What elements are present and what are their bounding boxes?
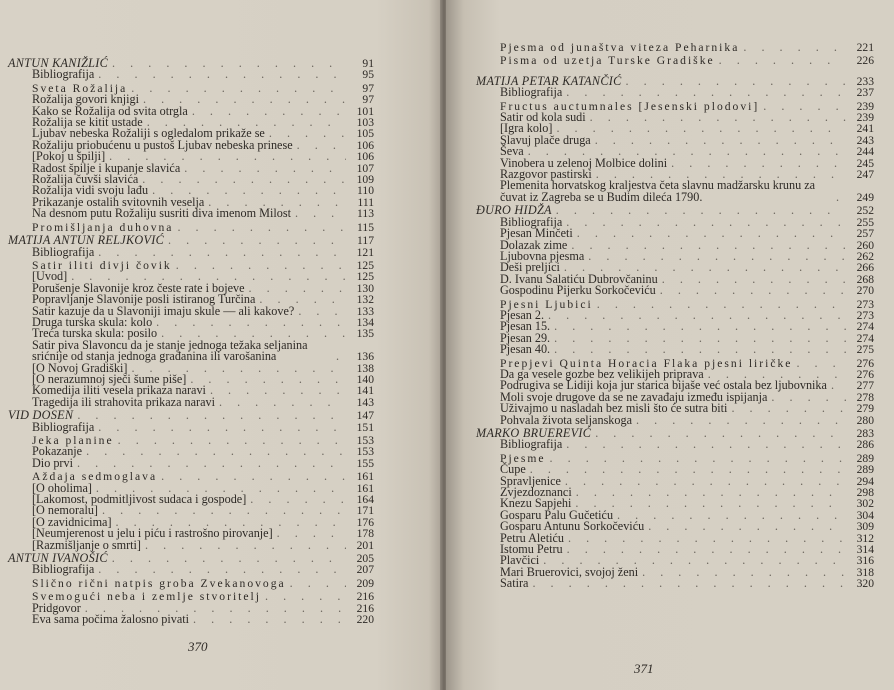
dot-leader [622,76,846,87]
entry-page-number: 245 [856,156,874,170]
entry-title: Satira [500,576,529,591]
dot-leader [73,410,346,421]
entry-title: Podrugiva se Lidiji koja jur starica bijaše već ostala bez ljubovnika [500,378,827,393]
dot-leader [792,358,846,369]
entry-title: Vinobera u zelenoj Molbice dolini [500,155,668,170]
entry-page-number: 111 [357,195,374,209]
toc-entry [8,419,374,434]
dot-leader [658,274,846,285]
entry-page-number: 283 [856,427,874,440]
entry-page-number: 207 [356,563,374,577]
dot-leader [108,553,346,564]
entry-title: [O nerazumnoj sječi šume piše] [32,371,187,386]
entry-page-number: 138 [356,361,374,375]
entry-page-number: 110 [357,184,374,198]
entry-title: Svemogući neba i zemlje stvoritelj [32,590,261,604]
dot-leader [141,540,346,551]
entry-title: Satir piva Slavoncu da je stanje jednoga težaka seljanina srićnije od stanja jednoga građanina ili varošanina [32,337,308,364]
entry-page-number: 97 [362,93,374,107]
toc-entry [8,69,374,80]
entry-page-number: 280 [856,413,874,427]
toc-entry [8,564,374,575]
dot-leader [94,564,346,575]
entry-page-number: 262 [856,249,874,263]
entry-title: Prepjevi Quinta Horacia Flaka pjesni liričke [500,356,793,370]
toc-work-heading [8,222,374,233]
entry-page-number: 255 [856,215,874,229]
entry-page-number: 286 [856,438,874,452]
entry-page-number: 103 [356,116,374,130]
entry-page-number: 309 [856,520,874,534]
entry-title: MATIJA ANTUN RELJKOVIĆ [8,233,165,248]
dot-leader [715,55,846,66]
entry-page-number: 125 [356,258,374,272]
entry-title: Druga turska skula: kolo [32,314,153,329]
dot-leader [164,235,346,246]
dot-leader [94,69,346,80]
entry-title: Pjesma od junaštva viteza Peharnika [500,41,740,54]
entry-page-number: 135 [356,327,374,341]
entry-page-number: 176 [356,515,374,529]
dot-leader [586,112,846,123]
entry-page-number: 115 [357,220,374,234]
entry-page-number: 266 [856,261,874,275]
toc-entry [8,614,374,625]
entry-title: Bibliografija [32,244,95,259]
entry-title: Plemenita horvatskog kraljestva četa slavnu madžarsku krunu za čuvat iz Zagreba se u Budim dileća 1790. [500,178,816,204]
dot-leader [138,174,346,185]
entry-title: Dolazak zime [500,237,568,252]
entry-title: Pjesme [500,451,546,465]
dot-leader [562,439,846,450]
entry-page-number: 147 [356,409,374,423]
entry-title: Aždaja sedmoglava [32,470,158,484]
dot-leader [186,374,346,385]
dot-leader [152,317,346,328]
entry-page-number: 268 [856,272,874,286]
dot-leader [188,106,346,117]
entry-title: Pjesan 2. [500,307,545,322]
entry-title: Treća turska skula: posilo [32,326,158,341]
entry-title: VID DOSEN [8,408,74,423]
entry-title: [Neumjerenost u jelu i piću i rastrošno pirovanje] [32,526,273,541]
dot-leader [591,135,846,146]
entry-page-number: 273 [856,297,874,311]
entry-title: Spravljenice [500,473,561,488]
entry-title: Da ga vesele gozbe bez velikijeh priprava [500,366,704,381]
entry-title: Radost špilje i kupanje slavića [32,160,181,175]
entry-page-number: 318 [856,565,874,579]
entry-page-number: 278 [856,390,874,404]
dot-leader [108,58,346,69]
toc-entry [476,578,874,589]
entry-page-number: 153 [356,445,374,459]
entry-page-number: 252 [856,204,874,218]
toc-entry [8,537,374,552]
entry-page-number: 239 [856,111,874,125]
entry-title: Bibliografija [500,85,563,100]
dot-leader [332,351,346,362]
entry-page-number: 171 [356,504,374,518]
entry-page-number: 247 [856,168,874,182]
entry-title: Popravljanje Slavonije posli istiranog Turčina [32,292,256,307]
entry-title: Bibliografija [32,562,95,577]
dot-leader [552,205,846,216]
entry-page-number: 97 [362,81,374,95]
dot-leader [246,494,346,505]
dot-leader [656,285,846,296]
entry-page-number: 109 [356,173,374,187]
entry-page-number: 136 [356,350,374,364]
dot-leader [667,158,846,169]
entry-title: [Razmišljanje o smrti] [32,537,141,552]
entry-title: [Pokoj u špilji] [32,149,106,164]
dot-leader [561,476,846,487]
entry-page-number: 277 [856,379,874,393]
entry-page-number: 241 [856,122,874,136]
entry-page-number: 91 [362,57,374,70]
entry-page-number: 274 [856,331,874,345]
entry-page-number: 155 [356,456,374,470]
entry-title: Moli svoje drugove da se ne zavađaju između ispijanja [500,389,768,404]
entry-page-number: 257 [856,227,874,241]
dot-leader [550,333,846,344]
entry-title: Ljubav nebeska Rožaliji s ogledalom prikaže se [32,126,265,141]
dot-leader [73,458,346,469]
dot-leader [832,192,846,203]
entry-page-number: 105 [356,127,374,141]
dot-leader [273,528,346,539]
entry-page-number: 153 [356,434,374,447]
entry-title: ANTUN KANIŽLIĆ [8,56,109,70]
toc-work-heading [476,42,874,53]
page-number: 371 [634,661,654,676]
entry-page-number: 233 [856,74,874,88]
entry-page-number: 221 [856,41,874,54]
dot-leader [759,101,846,112]
entry-page-number: 178 [356,527,374,541]
entry-title: [O zavidnicima] [32,514,112,529]
entry-title: Satir iliti divji čovik [32,258,172,272]
entry-title: Slavuj plače druga [500,132,591,147]
entry-title: Rožalija se kitit ustade [32,115,143,130]
entry-page-number: 132 [356,293,374,307]
dot-leader [544,310,846,321]
toc-entry [8,394,374,409]
entry-page-number: 209 [356,576,374,590]
dot-leader [767,392,846,403]
entry-page-number: 161 [356,470,374,484]
entry-title: [Igra kolo] [500,121,553,136]
entry-page-number: 298 [856,486,874,500]
dot-leader [127,83,346,94]
entry-title: Gosparu Antunu Sorkočeviću [500,519,645,534]
entry-title: Slično rični natpis groba Zvekanovoga [32,576,286,590]
dot-leader [206,385,346,396]
dot-leader [572,487,846,498]
dot-leader [550,321,846,332]
toc-entry [8,208,374,219]
entry-title: Pohvala života seljanskoga [500,412,632,427]
entry-title: Satir kazuje da u Slavoniji imaju skule — ali kakove? [32,303,295,318]
dot-leader [644,521,846,532]
entry-title: Pjesan Minčeti [500,226,573,241]
entry-title: D. Ivanu Salatiću Dubrovčaninu [500,271,658,286]
entry-title: Bibliografija [32,419,95,434]
entry-page-number: 133 [356,304,374,318]
entry-title: Ljubovna pjesma [500,248,585,263]
entry-page-number: 216 [356,601,374,615]
entry-page-number: 275 [856,343,874,357]
dot-leader [293,140,346,151]
toc-work-heading [8,578,374,589]
entry-page-number: 304 [856,508,874,522]
dot-leader [528,578,846,589]
entry-page-number: 294 [856,474,874,488]
toc-entry [8,455,374,470]
dot-leader [157,471,346,482]
entry-page-number: 134 [356,315,374,329]
dot-leader [98,505,346,516]
dot-leader [562,217,846,228]
entry-title: Rožalija govori knjigi [32,92,139,107]
dot-leader [563,544,846,555]
entry-title: Gospodinu Pijerku Sorkočeviću [500,283,656,298]
dot-leader [739,42,846,53]
table-of-contents [8,56,374,626]
entry-title: Plavčici [500,553,540,568]
entry-page-number: 141 [356,384,374,398]
entry-title: Fructus auctumnales [Jesenski plodovi] [500,99,760,113]
entry-page-number: 270 [856,284,874,298]
entry-page-number: 164 [356,493,374,507]
entry-page-number: 95 [362,68,374,82]
entry-title: [O Novoj Gradiški] [32,360,128,375]
entry-page-number: 273 [856,308,874,322]
entry-page-number: 125 [356,270,374,284]
dot-leader [245,283,346,294]
entry-page-number: 279 [856,402,874,416]
entry-title: Rožalija čuvši slavića [32,172,139,187]
entry-page-number: 237 [856,86,874,100]
dot-leader [546,453,847,464]
entry-page-number: 130 [356,281,374,295]
left-page [0,0,442,690]
entry-title: Satir od kola sudi [500,110,586,125]
dot-leader [593,299,846,310]
entry-title: Pjesni Ljubici [500,297,593,311]
entry-title: Deši preljici [500,260,560,275]
toc-work-heading [476,55,874,66]
entry-page-number: 312 [856,531,874,545]
entry-page-number: 289 [856,451,874,465]
dot-leader [526,464,846,475]
entry-title: ANTUN IVANOŠIĆ [8,551,108,566]
entry-title: MARKO BRUEREVIĆ [476,426,592,440]
dot-leader [727,403,846,414]
entry-title: Pjesan 40. [500,342,551,357]
dot-leader [173,222,346,233]
entry-page-number: 113 [357,207,374,221]
entry-title: Jeka planine [32,434,114,447]
entry-page-number: 239 [856,99,874,113]
entry-page-number: 106 [356,138,374,152]
entry-title: Čupe [500,462,526,477]
dot-leader [82,446,346,457]
entry-title: [O oholima] [32,480,92,495]
dot-leader [591,428,846,439]
entry-title: Komedija iliti vesela prikaza naravi [32,383,206,398]
entry-title: Pridgovor [32,600,81,615]
entry-title: Bibliografija [500,437,563,452]
dot-leader [261,591,346,602]
entry-page-number: 101 [356,104,374,118]
entry-page-number: 276 [856,367,874,381]
entry-title: Tragedija ili strahovita prikaza naravi [32,394,215,409]
entry-title: Kako se Rožalija od svita otrgla [32,103,188,118]
entry-page-number: 249 [856,190,874,204]
dot-leader [189,614,346,625]
dot-leader [172,260,346,271]
entry-page-number: 106 [356,150,374,164]
entry-page-number: 289 [856,463,874,477]
dot-leader [552,123,846,134]
entry-page-number: 201 [356,538,374,552]
entry-page-number: 302 [856,497,874,511]
entry-page-number: 260 [856,238,874,252]
entry-title: Bibliografija [32,67,95,82]
entry-title: Uživajmo u nasladah bez misli što će sutra biti [500,401,728,416]
entry-page-number: 244 [856,145,874,159]
dot-leader [94,422,346,433]
dot-leader [827,380,846,391]
entry-page-number: 314 [856,543,874,557]
entry-page-number: 121 [356,245,374,259]
entry-page-number: 161 [356,481,374,495]
dot-leader [114,435,346,446]
entry-title: Knezu Sapjehi [500,496,572,511]
entry-title: Istomu Petru [500,542,563,557]
dot-leader [180,163,346,174]
entry-title: Bibliografija [500,214,563,229]
dot-leader [550,344,846,355]
dot-leader [94,247,346,258]
entry-title: MATIJA PETAR KATANČIĆ [476,73,622,88]
toc-entry [8,337,374,364]
dot-leader [564,533,846,544]
toc-entry [476,412,874,427]
entry-page-number: 216 [356,590,374,604]
dot-leader [286,578,346,589]
entry-title: Pjesan 29. [500,330,551,345]
entry-title: [O nemoralu] [32,503,98,518]
entry-page-number: 220 [356,613,374,627]
entry-title: Petru Aletiću [500,530,564,545]
table-of-contents [476,40,874,590]
dot-leader [294,306,346,317]
right-page [446,0,894,690]
entry-page-number: 107 [356,161,374,175]
entry-title: Pjesan 15. [500,319,551,334]
dot-leader [215,397,346,408]
entry-title: Na desnom putu Rožaliju susriti diva imenom Milost [32,206,291,221]
entry-title: Rožalija vidi svoju lađu [32,183,149,198]
toc-entry [476,344,874,355]
toc-entry [476,132,874,147]
entry-title: Rožaliju priobućenu u pustoš Ljubav nebeska prinese [32,137,293,152]
dot-leader [573,228,846,239]
toc-entry [476,439,874,450]
dot-leader [562,87,846,98]
entry-page-number: 276 [856,356,874,370]
entry-title: Zvjezdoznanci [500,485,572,500]
entry-title: Pokazanje [32,444,83,459]
entry-title: Sveta Rožalija [32,81,128,95]
page-number: 370 [188,639,208,654]
entry-page-number: 274 [856,320,874,334]
entry-title: Eva sama počima žalosno pivati [32,612,190,627]
toc-entry [476,564,874,579]
entry-title: [Lakomost, podmitljivost sudaca i gospode] [32,492,247,507]
entry-title: Gosparu Palu Gučetiću [500,507,614,522]
entry-page-number: 243 [856,133,874,147]
entry-title: Porušenje Slavonije kroz česte rate i bojeve [32,280,245,295]
entry-title: Pisma od uzetja Turske Gradiške [500,54,715,68]
dot-leader [291,208,346,219]
entry-title: Razgovor pastirski [500,167,592,182]
entry-page-number: 226 [856,54,874,68]
entry-title: [Uvod] [32,269,68,284]
entry-page-number: 117 [357,234,374,248]
entry-title: Promišljanja duhovna [32,220,174,234]
toc-work-heading [476,453,874,464]
entry-title: Prikazanje ostalih svitovnih veselja [32,194,205,209]
toc-entry [8,244,374,259]
entry-page-number: 151 [356,420,374,434]
entry-page-number: 316 [856,554,874,568]
dot-leader [632,415,846,426]
toc-entry [476,87,874,98]
dot-leader [638,567,846,578]
entry-title: Ševa [500,144,524,159]
entry-title: ĐURO HIDŽA [476,203,552,218]
entry-page-number: 143 [356,395,374,409]
entry-page-number: 140 [356,372,374,386]
dot-leader [584,251,846,262]
toc-entry [476,285,874,296]
entry-title: Mari Bruerovici, svojoj ženi [500,564,639,579]
entry-page-number: 320 [856,577,874,591]
dot-leader [613,510,846,521]
entry-page-number: 205 [356,552,374,566]
dot-leader [567,240,846,251]
toc-entry [476,180,874,203]
entry-title: Dio prvi [32,455,73,470]
